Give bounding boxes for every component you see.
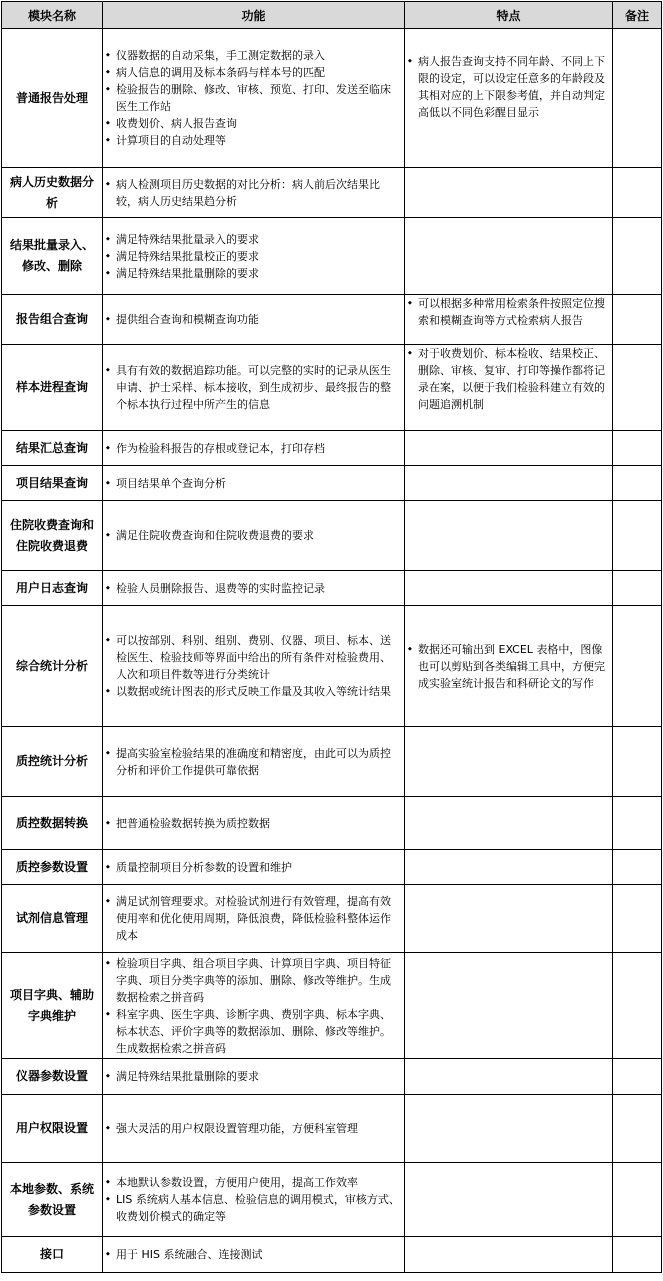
remark-cell <box>613 345 662 431</box>
feature-list <box>407 641 608 692</box>
module-name-cell: 报告组合查询 <box>2 295 103 345</box>
module-name-cell: 住院收费查询和住院收费退费 <box>2 501 103 571</box>
table-row <box>2 727 662 797</box>
function-cell <box>103 1237 405 1273</box>
feature-cell <box>405 953 613 1059</box>
feature-cell <box>405 797 613 850</box>
function-cell <box>103 218 405 295</box>
table-row <box>2 571 662 606</box>
function-cell <box>103 1059 405 1095</box>
function-item: ◆ 检验报告的删除、修改、审核、预览、打印、发送至临床医生工作站 <box>105 81 400 115</box>
remark-cell <box>613 571 662 606</box>
remark-cell <box>613 168 662 218</box>
function-item: ◆ 强大灵活的用户权限设置管理功能，方便科室管理 <box>105 1120 400 1137</box>
module-name-cell: 结果批量录入、修改、删除 <box>2 218 103 295</box>
function-list <box>105 1068 400 1085</box>
feature-cell <box>405 168 613 218</box>
remark-cell <box>613 466 662 501</box>
feature-cell <box>405 1059 613 1095</box>
function-list <box>105 580 400 597</box>
function-list <box>105 231 400 282</box>
function-item: ◆ 满足试剂管理要求。对检验试剂进行有效管理，提高有效使用率和优化使用周期，降低浪费，降低检验科整体运作成本 <box>105 893 400 944</box>
function-list <box>105 1120 400 1137</box>
function-cell <box>103 727 405 797</box>
table-row <box>2 295 662 345</box>
feature-list <box>407 295 608 329</box>
function-item: ◆ 病人检测项目历史数据的对比分析：病人前后次结果比较，病人历史结果趋分析 <box>105 176 400 210</box>
function-list <box>105 311 400 328</box>
remark-cell <box>613 885 662 953</box>
feature-cell <box>405 727 613 797</box>
module-name-cell: 用户权限设置 <box>2 1095 103 1163</box>
feature-cell <box>405 29 613 168</box>
remark-cell <box>613 501 662 571</box>
table-row <box>2 168 662 218</box>
remark-cell <box>613 1163 662 1237</box>
module-table <box>1 1 662 1273</box>
remark-cell <box>613 1237 662 1273</box>
function-cell <box>103 850 405 885</box>
table-row <box>2 1095 662 1163</box>
remark-cell <box>613 797 662 850</box>
function-item: ◆ 质量控制项目分析参数的设置和维护 <box>105 859 400 876</box>
function-item: ◆ 作为检验科报告的存根或登记本，打印存档 <box>105 440 400 457</box>
remark-cell <box>613 29 662 168</box>
table-body <box>2 29 662 1273</box>
remark-cell <box>613 1059 662 1095</box>
remark-cell <box>613 953 662 1059</box>
table-row <box>2 501 662 571</box>
function-cell <box>103 1095 405 1163</box>
function-item: ◆ 提高实验室检验结果的准确度和精密度，由此可以为质控分析和评价工作提供可靠依据 <box>105 745 400 779</box>
function-item: ◆ 病人信息的调用及标本条码与样本号的匹配 <box>105 64 400 81</box>
function-cell <box>103 345 405 431</box>
module-name-cell: 质控参数设置 <box>2 850 103 885</box>
function-item: ◆ 把普通检验数据转换为质控数据 <box>105 815 400 832</box>
module-name-cell: 综合统计分析 <box>2 606 103 727</box>
module-name-cell: 接口 <box>2 1237 103 1273</box>
function-list <box>105 815 400 832</box>
function-item: ◆ 具有有效的数据追踪功能。可以完整的实时的记录从医生申请、护士采样、标本接收，到生成初步、最终报告的整个标本执行过程中所产生的信息 <box>105 362 400 413</box>
function-cell <box>103 168 405 218</box>
module-name-cell: 本地参数、系统参数设置 <box>2 1163 103 1237</box>
function-item: ◆ 满足特殊结果批量删除的要求 <box>105 1068 400 1085</box>
function-item: ◆ 项目结果单个查询分析 <box>105 475 400 492</box>
feature-cell <box>405 295 613 345</box>
table-header-row <box>2 2 662 29</box>
module-name-cell: 样本进程查询 <box>2 345 103 431</box>
table-row <box>2 606 662 727</box>
function-list <box>105 176 400 210</box>
function-item: ◆ 满足住院收费查询和住院收费退费的要求 <box>105 527 400 544</box>
feature-cell <box>405 1095 613 1163</box>
function-item: ◆ 用于 HIS 系统融合、连接测试 <box>105 1246 400 1263</box>
function-item: ◆ 以数据或统计图表的形式反映工作量及其收入等统计结果 <box>105 683 400 700</box>
header-remark: 备注 <box>613 2 662 29</box>
module-name-cell: 普通报告处理 <box>2 29 103 168</box>
function-item: ◆ 计算项目的自动处理等 <box>105 132 400 149</box>
function-list <box>105 362 400 413</box>
function-list <box>105 47 400 149</box>
function-item: ◆ 检验人员删除报告、退费等的实时监控记录 <box>105 580 400 597</box>
header-module: 模块名称 <box>2 2 103 29</box>
feature-cell <box>405 431 613 466</box>
module-name-cell: 质控统计分析 <box>2 727 103 797</box>
function-list <box>105 1246 400 1263</box>
feature-list <box>407 29 608 121</box>
function-list <box>105 1174 400 1225</box>
function-cell <box>103 295 405 345</box>
table-row <box>2 1163 662 1237</box>
module-name-cell: 试剂信息管理 <box>2 885 103 953</box>
function-cell <box>103 606 405 727</box>
remark-cell <box>613 431 662 466</box>
table-row <box>2 218 662 295</box>
feature-cell <box>405 850 613 885</box>
function-list <box>105 893 400 944</box>
module-name-cell: 质控数据转换 <box>2 797 103 850</box>
function-cell <box>103 501 405 571</box>
function-cell <box>103 571 405 606</box>
table-row <box>2 1059 662 1095</box>
remark-cell <box>613 727 662 797</box>
remark-cell <box>613 606 662 727</box>
feature-cell <box>405 218 613 295</box>
function-item: ◆ LIS 系统病人基本信息、检验信息的调用模式，审核方式、收费划价模式的确定等 <box>105 1191 400 1225</box>
feature-cell <box>405 1163 613 1237</box>
function-list <box>105 475 400 492</box>
table-row <box>2 953 662 1059</box>
module-name-cell: 用户日志查询 <box>2 571 103 606</box>
function-cell <box>103 29 405 168</box>
function-item: ◆ 满足特殊结果批量录入的要求 <box>105 231 400 248</box>
feature-cell <box>405 606 613 727</box>
function-item: ◆ 检验项目字典、组合项目字典、计算项目字典、项目特征字典、项目分类字典等的添加、删除、修改等维护。生成数据检索之拼音码 <box>105 955 400 1006</box>
function-item: ◆ 满足特殊结果批量删除的要求 <box>105 265 400 282</box>
module-name-cell: 仪器参数设置 <box>2 1059 103 1095</box>
function-list <box>105 955 400 1057</box>
function-item: ◆ 本地默认参数设置，方便用户使用，提高工作效率 <box>105 1174 400 1191</box>
feature-cell <box>405 885 613 953</box>
feature-item: ◆ 病人报告查询支持不同年龄、不同上下限的设定，可以设定任意多的年龄段及其相对应的上下限参考值，并自动判定高低以不同色彩醒目显示 <box>407 53 608 121</box>
table-row <box>2 850 662 885</box>
module-name-cell: 病人历史数据分析 <box>2 168 103 218</box>
table-row <box>2 431 662 466</box>
function-item: ◆ 提供组合查询和模糊查询功能 <box>105 311 400 328</box>
table-row <box>2 885 662 953</box>
feature-cell <box>405 501 613 571</box>
function-list <box>105 859 400 876</box>
function-cell <box>103 466 405 501</box>
header-feature: 特点 <box>405 2 613 29</box>
function-item: ◆ 科室字典、医生字典、诊断字典、费别字典、标本字典、标本状态、评价字典等的数据添加、删除、修改等维护。生成数据检索之拼音码 <box>105 1006 400 1057</box>
function-list <box>105 632 400 700</box>
feature-list <box>407 345 608 413</box>
feature-item: ◆ 数据还可输出到 EXCEL 表格中，图像也可以剪贴到各类编辑工具中，方便完成实验室统计报告和科研论文的写作 <box>407 641 608 692</box>
feature-cell <box>405 571 613 606</box>
feature-cell <box>405 345 613 431</box>
function-cell <box>103 1163 405 1237</box>
remark-cell <box>613 218 662 295</box>
table-row <box>2 29 662 168</box>
table-row <box>2 1237 662 1273</box>
feature-cell <box>405 1237 613 1273</box>
table-row <box>2 797 662 850</box>
function-item: ◆ 仪器数据的自动采集，手工测定数据的录入 <box>105 47 400 64</box>
function-cell <box>103 797 405 850</box>
feature-item: ◆ 可以根据多种常用检索条件按照定位搜索和模糊查询等方式检索病人报告 <box>407 295 608 329</box>
module-name-cell: 项目结果查询 <box>2 466 103 501</box>
function-cell <box>103 431 405 466</box>
module-name-cell: 项目字典、辅助字典维护 <box>2 953 103 1059</box>
function-cell <box>103 885 405 953</box>
function-item: ◆ 满足特殊结果批量校正的要求 <box>105 248 400 265</box>
table-row <box>2 466 662 501</box>
function-cell <box>103 953 405 1059</box>
remark-cell <box>613 1095 662 1163</box>
function-item: ◆ 可以按部别、科别、组别、费别、仪器、项目、标本、送检医生、检验技师等界面中给出的所有条件对检验费用、人次和项目件数等进行分类统计 <box>105 632 400 683</box>
function-list <box>105 527 400 544</box>
remark-cell <box>613 850 662 885</box>
header-function: 功能 <box>103 2 405 29</box>
feature-item: ◆ 对于收费划价、标本检收、结果校正、删除、审核、复审、打印等操作都将记录在案，以便于我们检验科建立有效的问题追溯机制 <box>407 345 608 413</box>
function-list <box>105 440 400 457</box>
feature-cell <box>405 466 613 501</box>
function-item: ◆ 收费划价、病人报告查询 <box>105 115 400 132</box>
function-list <box>105 745 400 779</box>
remark-cell <box>613 295 662 345</box>
table-row <box>2 345 662 431</box>
module-name-cell: 结果汇总查询 <box>2 431 103 466</box>
